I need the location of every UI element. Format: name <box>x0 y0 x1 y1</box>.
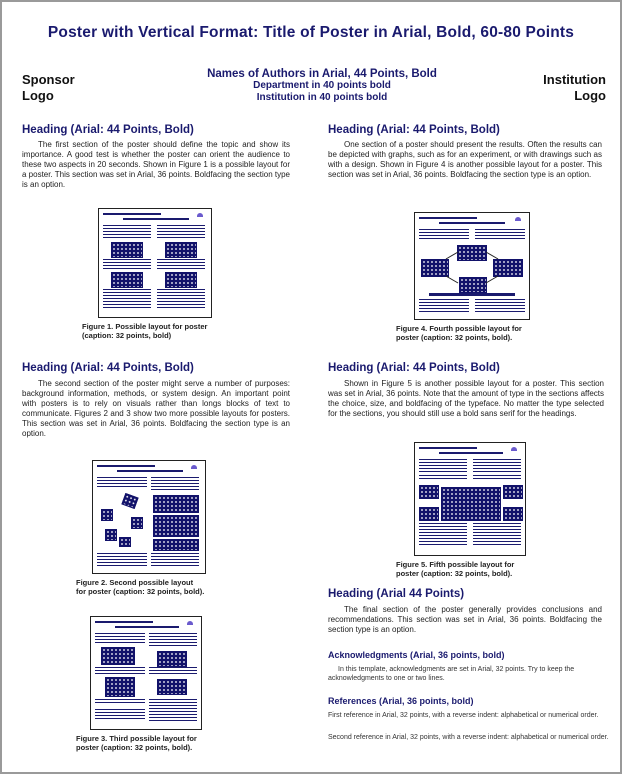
figure-3-caption-line1: Figure 3. Third possible layout for <box>76 734 197 743</box>
figure-3-caption-line2: poster (caption: 32 points, bold). <box>76 743 193 752</box>
authors-block <box>162 68 482 104</box>
author-names: Names of Authors in Arial, 44 Points, Bold <box>207 68 437 80</box>
figure-5-thumbnail <box>414 442 526 556</box>
section-1-heading: Heading (Arial: 44 Points, Bold) <box>22 124 194 136</box>
sponsor-logo-line1: Sponsor <box>22 72 75 87</box>
figure-1-thumbnail <box>98 208 212 318</box>
figure-4-thumbnail <box>414 212 530 320</box>
section-5-text: The final section of the poster generally provides conclusions and recommendations. This section was set in Arial, 36 points. Boldfacing the section type is an option. <box>328 605 602 634</box>
references-heading: References (Arial, 36 points, bold) <box>328 696 474 706</box>
section-1-text: The first section of the poster should define the topic and show its importance. A good test is whether the poster can orient the audience to these two aspects in 20 seconds. Shown in Figure 1 is a possible layout for a poster. This section was set in Arial, 36 points. Boldfacing the section type is an option. <box>22 140 291 189</box>
figure-5-caption <box>396 560 576 578</box>
figure-2-thumbnail <box>92 460 206 574</box>
sponsor-logo <box>22 72 75 104</box>
section-4-heading: Heading (Arial: 44 Points, Bold) <box>328 362 500 374</box>
institution-logo-line1: Institution <box>543 72 606 87</box>
institution-name: Institution in 40 points bold <box>256 92 388 103</box>
acknowledgments-heading: Acknowledgments (Arial, 36 points, bold) <box>328 650 505 660</box>
section-4-text: Shown in Figure 5 is another possible layout for a poster. This section was set in Arial, 36 points. Note that the amount of type in the sections affects the choice, size, and boldfacing of the typeface. No matter the type selected for the sections, you should still use a bold sans serif for the headings. <box>328 379 604 418</box>
figure-4-caption-line1: Figure 4. Fourth possible layout for <box>396 324 522 333</box>
section-2-heading: Heading (Arial: 44 Points, Bold) <box>22 362 194 374</box>
poster-title: Poster with Vertical Format: Title of Poster in Arial, Bold, 60-80 Points <box>47 24 575 41</box>
figure-1-caption <box>82 322 262 340</box>
section-3-text: One section of a poster should present the results. Often the results can be depicted with graphs, such as for an experiment, or with drawings such as with a design. Shown in Figure 4 is another possible layout for a poster. This section was set in Arial, 36 points. Boldfacing the section type is an option. <box>328 140 602 179</box>
figure-5-caption-line2: poster (caption: 32 points, bold). <box>396 569 513 578</box>
reference-1: First reference in Arial, 32 points, with a reverse indent: alphabetical or numerical order. <box>328 712 599 719</box>
section-3-heading: Heading (Arial: 44 Points, Bold) <box>328 124 500 136</box>
figure-4-caption <box>396 324 576 342</box>
figure-2-caption-line1: Figure 2. Second possible layout <box>76 578 194 587</box>
figure-3-caption <box>76 734 256 752</box>
figure-3-thumbnail <box>90 616 202 730</box>
figure-1-caption-line2: (caption: 32 points, bold) <box>82 331 172 340</box>
section-5-heading: Heading (Arial 44 Points) <box>328 588 465 600</box>
sponsor-logo-line2: Logo <box>22 88 54 103</box>
figure-5-caption-line1: Figure 5. Fifth possible layout for <box>396 560 515 569</box>
reference-2: Second reference in Arial, 32 points, with a reverse indent: alphabetical or numerical order. <box>328 734 609 741</box>
section-2-text: The second section of the poster might serve a number of purposes: background information, methods, or system design. An important point with posters is to rely on visuals rather than longs blocks of text to communicate. Figures 2 and 3 show two more possible layouts for posters. This section was set in Arial, 36 points. Boldfacing the section type is an option. <box>22 379 290 438</box>
figure-4-caption-line2: poster (caption: 32 points, bold). <box>396 333 513 342</box>
department: Department in 40 points bold <box>253 80 391 91</box>
acknowledgments-text: In this template, acknowledgments are set in Arial, 32 points. Try to keep the acknowledgments to one or two lines. <box>328 666 575 682</box>
figure-1-caption-line1: Figure 1. Possible layout for poster <box>82 322 208 331</box>
figure-2-caption <box>76 578 256 596</box>
institution-logo-line2: Logo <box>574 88 606 103</box>
institution-logo <box>543 72 606 104</box>
figure-2-caption-line2: for poster (caption: 32 points, bold). <box>76 587 205 596</box>
